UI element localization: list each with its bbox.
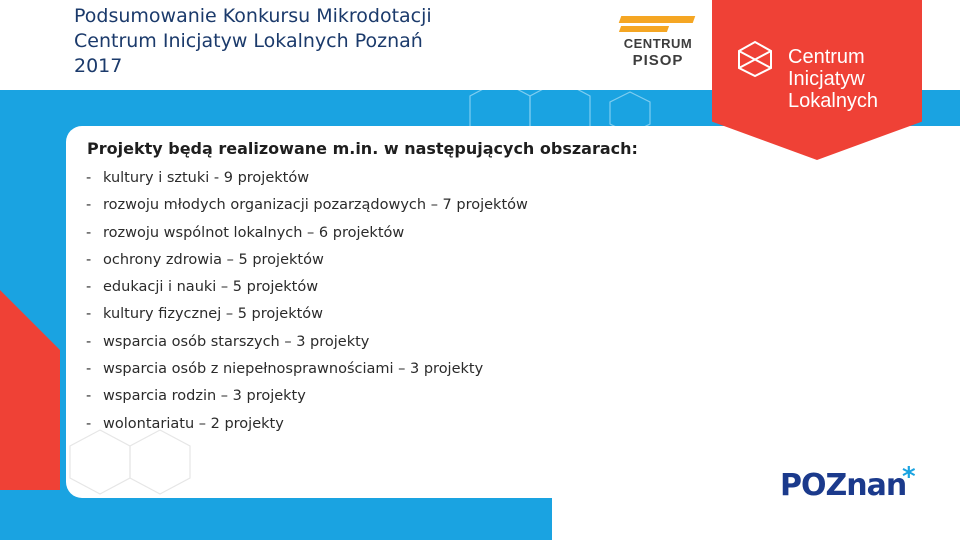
list-item bbox=[86, 247, 528, 274]
list-item bbox=[86, 274, 528, 301]
list-item bbox=[86, 329, 528, 356]
list-item bbox=[86, 220, 528, 247]
list-dash: - bbox=[86, 251, 92, 268]
poznan-logo: POZnan bbox=[780, 468, 907, 503]
cil-cube-icon bbox=[736, 40, 774, 78]
list-item bbox=[86, 192, 528, 219]
title-line-2: Centrum Inicjatyw Lokalnych Poznań bbox=[74, 30, 423, 52]
cil-logo-line: Inicjatyw bbox=[788, 68, 865, 90]
title-line-3: 2017 bbox=[74, 55, 123, 77]
list-item-text: edukacji i nauki – 5 projektów bbox=[103, 279, 319, 296]
list-dash: - bbox=[86, 333, 92, 350]
list-item-text: ochrony zdrowia – 5 projektów bbox=[103, 251, 324, 268]
list-item-text: wsparcia osób z niepełnosprawnościami – 3 projekty bbox=[103, 361, 484, 378]
pisop-logo-word: PISOP bbox=[632, 52, 684, 69]
list-dash: - bbox=[86, 415, 92, 432]
title-line-1: Podsumowanie Konkursu Mikrodotacji bbox=[74, 5, 432, 27]
list-dash: - bbox=[86, 306, 92, 323]
list-item bbox=[86, 301, 528, 328]
pisop-logo-bar bbox=[619, 16, 696, 23]
list-item bbox=[86, 356, 528, 383]
list-item bbox=[86, 383, 528, 410]
list-item-text: wolontariatu – 2 projekty bbox=[103, 415, 284, 432]
list-item-text: rozwoju wspólnot lokalnych – 6 projektów bbox=[103, 224, 405, 241]
poznan-star-icon: * bbox=[902, 462, 916, 492]
list-dash: - bbox=[86, 361, 92, 378]
list-dash: - bbox=[86, 388, 92, 405]
centrum-pisop-logo bbox=[618, 12, 698, 74]
hexagon-pattern-decoration bbox=[400, 90, 700, 126]
pisop-logo-word: CENTRUM bbox=[623, 36, 693, 51]
list-item-text: kultury i sztuki - 9 projektów bbox=[103, 170, 310, 186]
list-item bbox=[86, 411, 528, 438]
page-title bbox=[74, 4, 594, 79]
list-item-text: kultury fizycznej – 5 projektów bbox=[103, 306, 324, 323]
list-heading: Projekty będą realizowane m.in. w następujących obszarach: bbox=[87, 139, 638, 158]
list-item bbox=[86, 165, 528, 192]
list-dash: - bbox=[86, 224, 92, 241]
list-item-text: wsparcia rodzin – 3 projekty bbox=[103, 388, 306, 405]
list-dash: - bbox=[86, 197, 92, 214]
project-areas-list bbox=[86, 165, 528, 438]
centrum-inicjatyw-lokalnych-logo bbox=[788, 46, 918, 112]
cil-logo-line: Lokalnych bbox=[788, 90, 879, 112]
list-dash: - bbox=[86, 170, 92, 186]
list-item-text: wsparcia osób starszych – 3 projekty bbox=[103, 333, 370, 350]
pisop-logo-bar bbox=[619, 26, 669, 32]
list-dash: - bbox=[86, 279, 92, 296]
cil-logo-line: Centrum bbox=[788, 46, 865, 68]
list-item-text: rozwoju młodych organizacji pozarządowych – 7 projektów bbox=[103, 197, 528, 214]
